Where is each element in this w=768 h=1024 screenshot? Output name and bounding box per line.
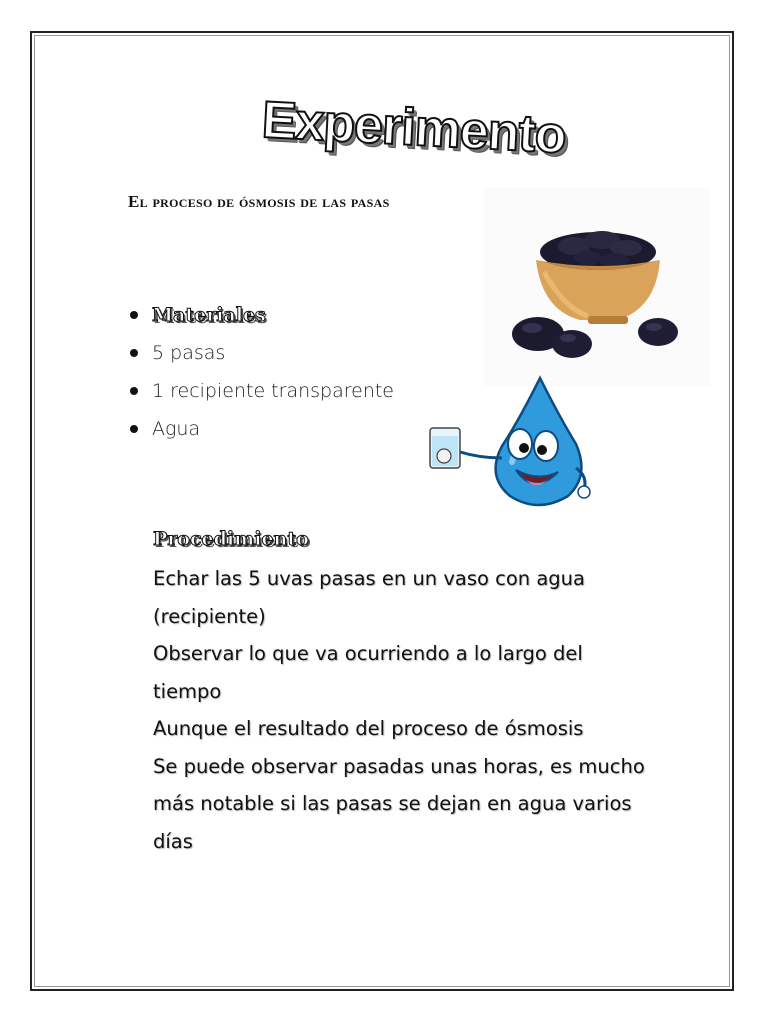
subtitle: El proceso de ósmosis de las pasas bbox=[128, 192, 390, 211]
material-item: 5 pasas bbox=[128, 334, 394, 372]
page-title: Experimento bbox=[260, 91, 568, 165]
procedure-line: Aunque el resultado del proceso de ósmosis bbox=[153, 717, 584, 740]
procedure-body bbox=[153, 560, 673, 860]
procedure-heading: Procedimiento bbox=[153, 528, 309, 550]
procedure-line: Observar lo que va ocurriendo a lo largo del bbox=[153, 642, 583, 665]
water-drop-mascot-illustration bbox=[420, 372, 598, 510]
procedure-line: Echar las 5 uvas pasas en un vaso con agua bbox=[153, 567, 585, 590]
materials-list bbox=[128, 296, 394, 448]
procedure-line: más notable si las pasas se dejan en agua varios bbox=[153, 792, 632, 815]
material-item: Agua bbox=[128, 410, 394, 448]
procedure-line: días bbox=[153, 829, 193, 853]
raisins-bowl-illustration bbox=[484, 188, 710, 386]
materials-heading: Materiales bbox=[128, 296, 394, 334]
material-item: 1 recipiente transparente bbox=[128, 372, 394, 410]
procedure-line: Se puede observar pasadas unas horas, es mucho bbox=[153, 754, 645, 778]
procedure-line: tiempo bbox=[153, 679, 222, 703]
procedure-line: (recipiente) bbox=[153, 604, 266, 628]
